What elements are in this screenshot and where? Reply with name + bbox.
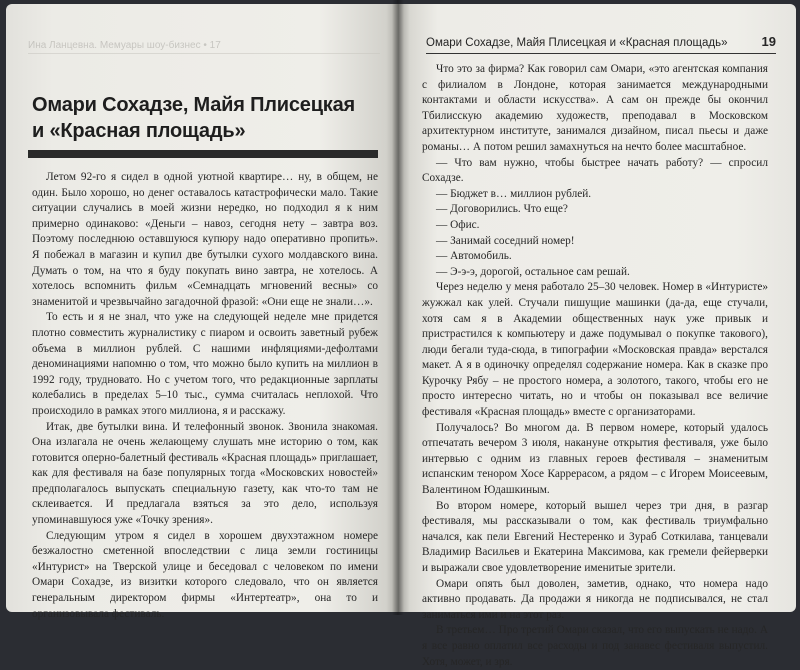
paragraph: Летом 92-го я сидел в одной уютной квартире… ну, в общем, не один. Было хорошо, но денег оставалось катастрофически мало. Такие ситуации случались в моей жизни нередко, но подходил я к ним примерно одинаково: «Деньги – навоз, сегодня нету – завтра воз. Поэтому последнюю оставшуюся купюру надо оперативно пропить». Я побежал в магазин и купил две бутылки сухого молдавского вина. Думать о том, на что я буду покупать вино завтра, не хотелось. А хотелось вспомнить фильм «Семнадцать мгновений весны» со знаменитой и чрезвычайно загадочной фразой: «Они еще не знали…». xyxy=(32,171,378,308)
running-head-title: Омари Сохадзе, Майя Плисецкая и «Красная площадь» xyxy=(426,37,728,49)
right-page xyxy=(398,4,796,668)
page-number: 19 xyxy=(761,34,776,49)
title-rule xyxy=(28,150,378,158)
paragraph: В третьем… Про третий Омари сказал, что его выпускать не надо. А я все равно оплатил все расходы и под занавес фестиваля выпустил. Хотя, может, и зря. xyxy=(422,624,768,668)
dialogue-line: — Договорились. Что еще? xyxy=(436,203,568,216)
dialogue-line: — Бюджет в… миллион рублей. xyxy=(436,187,592,200)
paragraph: Омари опять был доволен, заметив, однако, что номера надо активно продавать. Да продажи я никогда не подписывался, не стал заниматься ими и на этот раз. xyxy=(422,577,768,621)
paragraph: Во втором номере, который вышел через три дня, в разгар фестиваля, мы рассказывали о том, как фестиваль триумфально начался, как пели Евгений Нестеренко и Зураб Соткилава, танцевали Владимир Васильев и Екатерина Максимова, как гремели фейерверки и выражали свое удовлетворение именитые зрители. xyxy=(422,499,768,574)
left-page xyxy=(6,4,398,620)
chapter-title-line-1: Омари Сохадзе, Майя Плисецкая xyxy=(32,94,356,116)
paragraph: Через неделю у меня работало 25–30 человек. Номер в «Интуристе» жужжал как улей. Стучали пишущие машинки (да-да, еще стучали, хотя сам я в Академии общественных наук уже привык и пристрастился к компьютеру и даже подумывал о покупке такового), люди бегали туда-сюда, в типографии «Московская правда» верстался макет. А я в одиночку определял содержание номера. Как в сказке про Курочку Рябу – не простого номера, а золотого, такого, чтобы его не просто интересно читать, но и чтобы он показывал все величие фестиваля «Красная площадь» вместе с организаторами. xyxy=(422,281,768,419)
gutter-shadow xyxy=(392,0,404,615)
running-header xyxy=(426,34,776,54)
dialogue-line: — Занимай соседний номер! xyxy=(436,234,575,247)
bleed-through-header: Ина Ланцевна. Мемуары шоу-бизнес • 17 xyxy=(28,40,380,54)
dialogue-line: — Э-э-э, дорогой, остальное сам решай. xyxy=(436,265,630,278)
dialogue-line: — Что вам нужно, чтобы быстрее начать работу? — спросил Сохадзе. xyxy=(422,156,768,185)
paragraph: Следующим утром я сидел в хорошем двухэтажном номере безжалостно сметенной впоследствии с лица земли гостиницы «Интурист» на Тверской улице и беседовал с человеком по имени Омари Сохадзе, из визитки которого следовало, что он является генеральным директором фирмы «Интертеатр», она то и организовывала фестиваль. xyxy=(32,529,378,620)
chapter-title xyxy=(32,92,382,144)
dialogue-line: — Автомобиль. xyxy=(436,250,512,263)
paragraph: Получалось? Во многом да. В первом номере, который удалось отпечатать вечером 3 июля, накануне открытия фестиваля, уже было интервью с одним из главных героев фестиваля – знаменитым испанским тенором Хосе Каррерасом, а рядом – с Игорем Моисеевым, Валентином Юдашкиным. xyxy=(422,421,768,497)
dialogue-line: — Офис. xyxy=(436,218,480,231)
paragraph: Что это за фирма? Как говорил сам Омари, «это агентская компания с филиалом в Лондоне, которая занимается международными контактами и области искусства». А сам он прежде бы окончил Тбилисскую академию художеств, преподавал в Московском архитектурном институте, занимался дизайном, писал пьесы и даже романы… А потом решил замахнуться на нечто более масштабное. xyxy=(422,63,768,153)
right-body-text xyxy=(422,62,768,670)
chapter-title-line-2: и «Красная площадь» xyxy=(32,120,246,142)
paragraph: Итак, две бутылки вина. И телефонный звонок. Звонила знакомая. Она излагала не очень желающему слушать мне историю о том, как готовится оперно-балетный фестиваль «Красная площадь» приглашает, как для фестиваля на базе популярных тогда «Московских новостей» предполагалось выпускать специальную газету, как что-то там не склеивается. И предлагала взяться за это дело, используя упоминавшуюся уже «Точку зрения». xyxy=(32,420,378,527)
left-body-text xyxy=(32,170,378,622)
paragraph: То есть и я не знал, что уже на следующей неделе мне придется плотно совместить журналистику с пиаром и освоить заветный рубеж объема в миллион рублей. С нашими инфляциями-дефолтами деноминациями напомню о том, что можно было купить на миллион в 1992 году, трудновато. Но с учетом того, что редакционные зарплаты колебались в пределах 5–10 тыс., сумма считалась неплохой. Что происходило в рамках этого миллиона, я и расскажу. xyxy=(32,311,378,417)
